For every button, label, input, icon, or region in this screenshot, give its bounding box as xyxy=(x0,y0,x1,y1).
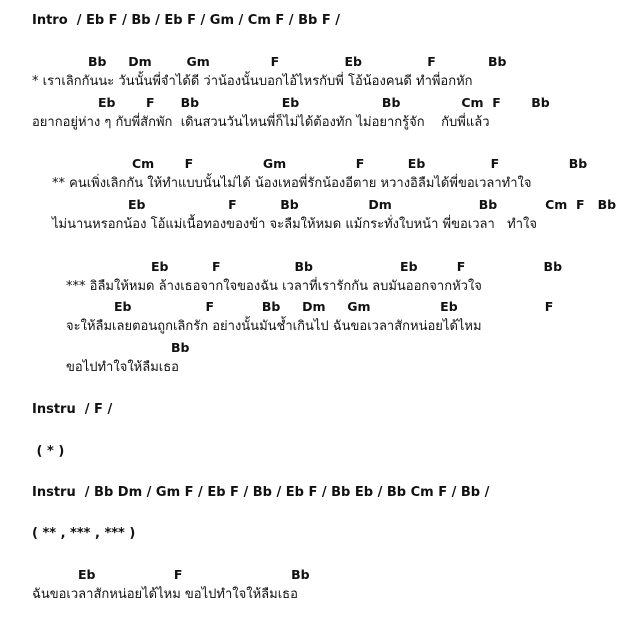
verse1-chords-2: Eb F Bb Eb Bb Cm F Bb xyxy=(98,95,550,110)
chorus2-chords-1: Eb F Bb Eb F Bb xyxy=(151,259,563,274)
chorus2-lyric-1: *** อิลืมให้หมด ล้างเธอจากใจของฉัน เวลาที่เรารักกัน ลบมันออกจากหัวใจ xyxy=(66,279,482,294)
repeat-verse-line: ( * ) xyxy=(32,444,65,459)
verse1-lyric-1: * เราเลิกกันนะ วันนั้นพี่จำได้ดี ว่าน้องนั้นบอกไอ้ไหรกับพี่ โอ้น้องคนดี ทำพี่อกหัก xyxy=(32,74,473,89)
repeat-chorus-line: ( ** , *** , *** ) xyxy=(32,526,136,541)
chorus1-chords-2: Eb F Bb Dm Bb Cm F Bb xyxy=(128,197,617,212)
verse1-lyric-2: อยากอยู่ห่าง ๆ กับพี่สักพัก เดินสวนวันไหนพี่ก็ไม่ได้ต้องทัก ไม่อยากรู้จัก กับพี่แล้ว xyxy=(32,115,490,130)
outro-chords: Eb F Bb xyxy=(78,567,310,582)
instru-line-2: Instru / Bb Dm / Gm F / Eb F / Bb / Eb F / Bb Eb / Bb Cm F / Bb / xyxy=(32,485,490,500)
chorus2-lyric-2: จะให้ลืมเลยตอนถูกเลิกรัก อย่างนั้นมันช้ำเกินไป ฉันขอเวลาสักหน่อยได้ไหม xyxy=(66,319,482,334)
chorus2-chords-2: Eb F Bb Dm Gm Eb F xyxy=(114,299,554,314)
chorus1-chords-1: Cm F Gm F Eb F Bb xyxy=(132,156,588,171)
outro-lyric: ฉันขอเวลาสักหน่อยได้ไหม ขอไปทำใจให้ลืมเธอ xyxy=(32,587,298,602)
instru-line-1: Instru / F / xyxy=(32,402,113,417)
verse1-chords-1: Bb Dm Gm F Eb F Bb xyxy=(88,54,507,69)
chorus2-lyric-3: ขอไปทำใจให้ลืมเธอ xyxy=(66,360,179,375)
chorus2-chords-3: Bb xyxy=(171,340,190,355)
chorus1-lyric-2: ไม่นานหรอกน้อง โอ้แม่เนื้อทองของข้า จะลืมให้หมด แม้กระทั่งใบหน้า พี่ขอเวลา ทำใจ xyxy=(52,217,538,232)
intro-line: Intro / Eb F / Bb / Eb F / Gm / Cm F / Bb F / xyxy=(32,13,340,28)
chorus1-lyric-1: ** คนเพิ่งเลิกกัน ให้ทำแบบนั้นไม่ได้ น้องเหอพี่รักน้องอีตาย หวางอิลืมได้พี่ขอเวลาทำใจ xyxy=(52,176,532,191)
